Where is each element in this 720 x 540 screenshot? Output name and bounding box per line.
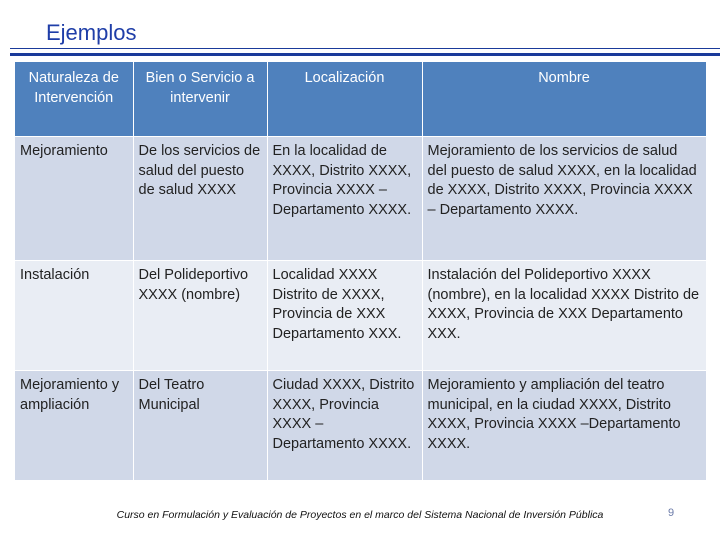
cell-localizacion: Ciudad XXXX, Distrito XXXX, Provincia XXXX – Departamento XXXX. <box>267 371 422 481</box>
slide-footer: Curso en Formulación y Evaluación de Proyectos en el marco del Sistema Nacional de Inversión Pública <box>116 509 604 521</box>
cell-bien-servicio: Del Polideportivo XXXX (nombre) <box>133 261 267 371</box>
header-nombre: Nombre <box>422 62 706 137</box>
cell-naturaleza: Mejoramiento y ampliación <box>15 371 133 481</box>
cell-nombre: Mejoramiento y ampliación del teatro municipal, en la ciudad XXXX, Distrito XXXX, Provincia XXXX –Departamento XXXX. <box>422 371 706 481</box>
title-rule-thin <box>10 48 720 49</box>
cell-naturaleza: Mejoramiento <box>15 137 133 261</box>
slide-title: Ejemplos <box>46 20 137 45</box>
header-naturaleza: Naturaleza de Intervención <box>15 62 133 137</box>
cell-localizacion: En la localidad de XXXX, Distrito XXXX, Provincia XXXX – Departamento XXXX. <box>267 137 422 261</box>
cell-nombre: Mejoramiento de los servicios de salud del puesto de salud XXXX, en la localidad de XXXX, Distrito XXXX, Provincia XXXX – Departamento XXXX. <box>422 137 706 261</box>
page-number: 9 <box>668 507 675 519</box>
table-row <box>15 137 706 261</box>
table-row <box>15 371 706 481</box>
cell-bien-servicio: De los servicios de salud del puesto de salud XXXX <box>133 137 267 261</box>
examples-table <box>15 62 707 480</box>
cell-localizacion: Localidad XXXX Distrito de XXXX, Provincia de XXX Departamento XXX. <box>267 261 422 371</box>
header-bien-servicio: Bien o Servicio a intervenir <box>133 62 267 137</box>
table-header-row <box>15 62 706 137</box>
cell-naturaleza: Instalación <box>15 261 133 371</box>
cell-nombre: Instalación del Polideportivo XXXX (nombre), en la localidad XXXX Distrito de XXXX, Provincia de XXX Departamento XXX. <box>422 261 706 371</box>
header-localizacion: Localización <box>267 62 422 137</box>
cell-bien-servicio: Del Teatro Municipal <box>133 371 267 481</box>
table-row <box>15 261 706 371</box>
title-rule <box>10 53 720 56</box>
